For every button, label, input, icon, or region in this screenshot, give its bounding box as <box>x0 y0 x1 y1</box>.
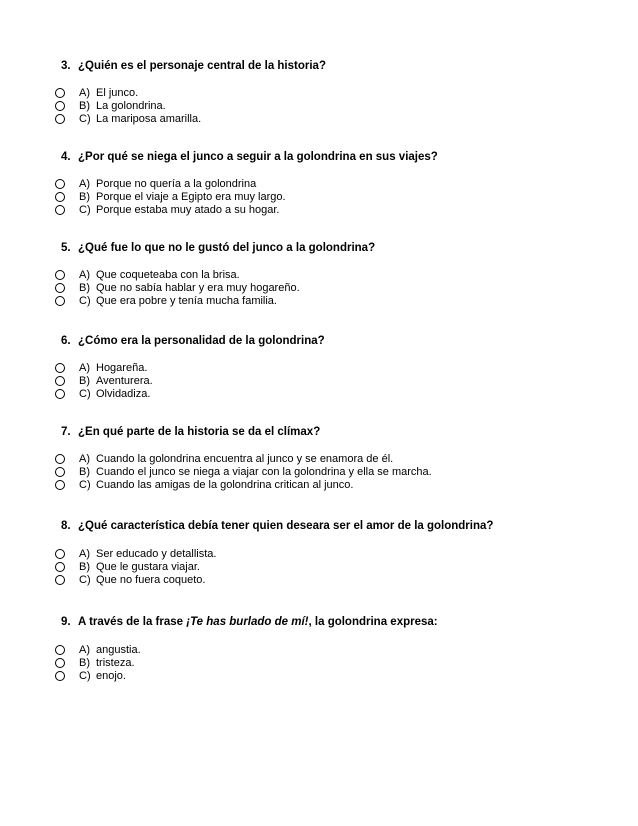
option-b[interactable] <box>0 100 600 114</box>
question-number: 7. <box>61 426 71 438</box>
question-heading <box>61 426 320 438</box>
question-text: ¿En qué parte de la historia se da el clímax? <box>78 426 321 438</box>
radio-button[interactable] <box>55 562 65 572</box>
option-text: Porque no quería a la golondrina <box>96 178 257 190</box>
question-text: ¿Cómo era la personalidad de la golondrina? <box>78 335 325 347</box>
option-a[interactable] <box>0 453 600 467</box>
option-text: Que le gustara viajar. <box>96 561 200 573</box>
option-text: La golondrina. <box>96 100 166 112</box>
option-text: Hogareña. <box>96 362 148 374</box>
question-heading <box>61 520 493 532</box>
option-a[interactable] <box>0 644 600 658</box>
radio-button[interactable] <box>55 671 65 681</box>
option-text: tristeza. <box>96 657 135 669</box>
option-text: Cuando las amigas de la golondrina critican al junco. <box>96 479 354 491</box>
option-text: Porque estaba muy atado a su hogar. <box>96 204 280 216</box>
option-a[interactable] <box>0 87 600 101</box>
question-number: 3. <box>61 60 71 72</box>
radio-button[interactable] <box>55 467 65 477</box>
option-b[interactable] <box>0 466 600 480</box>
option-text: La mariposa amarilla. <box>96 113 202 125</box>
question-text-before: A través de la frase <box>78 616 187 628</box>
question-number: 4. <box>61 151 71 163</box>
question-heading <box>61 151 438 163</box>
option-letter: C) <box>79 388 91 400</box>
question-number: 6. <box>61 335 71 347</box>
option-text: El junco. <box>96 87 139 99</box>
option-b[interactable] <box>0 375 600 389</box>
radio-button[interactable] <box>55 179 65 189</box>
option-c[interactable] <box>0 388 600 402</box>
radio-button[interactable] <box>55 192 65 202</box>
option-c[interactable] <box>0 479 600 493</box>
question-quote: ¡Te has burlado de mí! <box>186 616 309 628</box>
option-c[interactable] <box>0 574 600 588</box>
question-text: ¿Qué fue lo que no le gustó del junco a la golondrina? <box>78 242 376 254</box>
radio-button[interactable] <box>55 296 65 306</box>
option-b[interactable] <box>0 282 600 296</box>
option-letter: C) <box>79 113 91 125</box>
radio-button[interactable] <box>55 205 65 215</box>
option-a[interactable] <box>0 178 600 192</box>
option-text: Cuando la golondrina encuentra al junco y se enamora de él. <box>96 453 394 465</box>
option-letter: C) <box>79 479 91 491</box>
radio-button[interactable] <box>55 270 65 280</box>
question-heading <box>61 335 325 347</box>
option-text: Cuando el junco se niega a viajar con la golondrina y ella se marcha. <box>96 466 432 478</box>
radio-button[interactable] <box>55 114 65 124</box>
radio-button[interactable] <box>55 376 65 386</box>
option-text: Porque el viaje a Egipto era muy largo. <box>96 191 286 203</box>
option-letter: B) <box>79 466 90 478</box>
option-text: Que no fuera coqueto. <box>96 574 206 586</box>
option-text: Ser educado y detallista. <box>96 548 217 560</box>
option-b[interactable] <box>0 561 600 575</box>
option-letter: B) <box>79 282 90 294</box>
question-heading <box>61 616 438 628</box>
option-letter: A) <box>79 644 90 656</box>
radio-button[interactable] <box>55 549 65 559</box>
option-b[interactable] <box>0 191 600 205</box>
option-letter: B) <box>79 561 90 573</box>
option-letter: A) <box>79 548 90 560</box>
option-letter: A) <box>79 87 90 99</box>
option-a[interactable] <box>0 269 600 283</box>
radio-button[interactable] <box>55 88 65 98</box>
radio-button[interactable] <box>55 454 65 464</box>
radio-button[interactable] <box>55 389 65 399</box>
option-letter: A) <box>79 178 90 190</box>
option-text: Olvidadiza. <box>96 388 151 400</box>
radio-button[interactable] <box>55 101 65 111</box>
radio-button[interactable] <box>55 283 65 293</box>
option-letter: A) <box>79 453 90 465</box>
option-b[interactable] <box>0 657 600 671</box>
option-c[interactable] <box>0 670 600 684</box>
radio-button[interactable] <box>55 480 65 490</box>
option-letter: C) <box>79 574 91 586</box>
question-text: ¿Quién es el personaje central de la historia? <box>78 60 326 72</box>
option-letter: A) <box>79 269 90 281</box>
option-text: Aventurera. <box>96 375 153 387</box>
option-c[interactable] <box>0 204 600 218</box>
option-text: Que coqueteaba con la brisa. <box>96 269 240 281</box>
option-letter: B) <box>79 375 90 387</box>
radio-button[interactable] <box>55 363 65 373</box>
option-letter: C) <box>79 204 91 216</box>
radio-button[interactable] <box>55 575 65 585</box>
question-text: ¿Por qué se niega el junco a seguir a la golondrina en sus viajes? <box>78 151 438 163</box>
option-c[interactable] <box>0 295 600 309</box>
question-number: 5. <box>61 242 71 254</box>
question-number: 8. <box>61 520 71 532</box>
option-letter: B) <box>79 191 90 203</box>
option-text: enojo. <box>96 670 126 682</box>
option-text: Que era pobre y tenía mucha familia. <box>96 295 277 307</box>
question-heading <box>61 242 375 254</box>
option-a[interactable] <box>0 362 600 376</box>
option-letter: C) <box>79 670 91 682</box>
question-number: 9. <box>61 616 71 628</box>
question-text: ¿Qué característica debía tener quien deseara ser el amor de la golondrina? <box>78 520 494 532</box>
radio-button[interactable] <box>55 645 65 655</box>
option-a[interactable] <box>0 548 600 562</box>
question-heading <box>61 60 326 72</box>
radio-button[interactable] <box>55 658 65 668</box>
option-c[interactable] <box>0 113 600 127</box>
option-letter: B) <box>79 657 90 669</box>
option-letter: A) <box>79 362 90 374</box>
option-text: Que no sabía hablar y era muy hogareño. <box>96 282 300 294</box>
option-text: angustia. <box>96 644 141 656</box>
option-letter: B) <box>79 100 90 112</box>
question-text-after: , la golondrina expresa: <box>308 616 438 628</box>
option-letter: C) <box>79 295 91 307</box>
